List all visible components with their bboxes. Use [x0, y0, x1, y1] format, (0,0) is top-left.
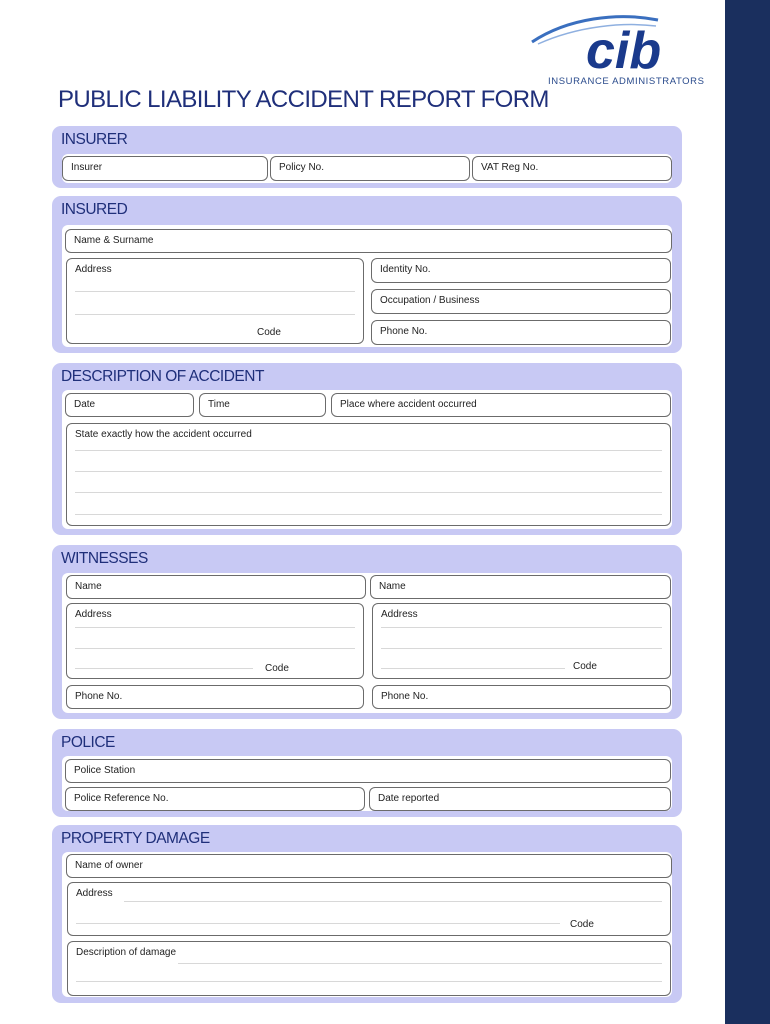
- insurer-field[interactable]: [62, 156, 268, 181]
- address-line: [124, 901, 662, 902]
- logo-wordmark: cib: [586, 22, 662, 78]
- insurer-section: [52, 126, 682, 188]
- name-surname-label: Name & Surname: [74, 235, 154, 246]
- address-line: [75, 314, 355, 315]
- insured-phone-label: Phone No.: [380, 326, 428, 337]
- witness2-address-field[interactable]: [372, 603, 671, 679]
- witnesses-section: [52, 545, 682, 719]
- identity-number-field[interactable]: [371, 258, 671, 283]
- police-panel: [62, 756, 672, 811]
- insurer-label: Insurer: [71, 162, 103, 173]
- accident-panel: [62, 390, 672, 529]
- police-reference-label: Police Reference No.: [74, 793, 169, 804]
- witness2-address-label: Address: [381, 609, 418, 620]
- address-line: [381, 627, 662, 628]
- side-bar: [725, 0, 770, 1024]
- owner-name-label: Name of owner: [75, 860, 143, 871]
- writing-line: [75, 471, 662, 472]
- name-surname-field[interactable]: [65, 229, 672, 253]
- identity-number-label: Identity No.: [380, 264, 431, 275]
- accident-time-field[interactable]: [199, 393, 326, 417]
- writing-line: [76, 981, 662, 982]
- accident-how-label: State exactly how the accident occurred: [75, 429, 252, 440]
- writing-line: [75, 514, 662, 515]
- insured-code-label: Code: [257, 327, 281, 338]
- witness1-address-field[interactable]: [66, 603, 364, 679]
- address-line: [75, 291, 355, 292]
- witnesses-panel: [62, 573, 672, 713]
- witness2-phone-label: Phone No.: [381, 691, 429, 702]
- owner-name-field[interactable]: [66, 854, 672, 878]
- insured-address-label: Address: [75, 264, 112, 275]
- police-reference-field[interactable]: [65, 787, 365, 811]
- property-section: [52, 825, 682, 1003]
- property-heading: PROPERTY DAMAGE: [61, 830, 210, 847]
- writing-line: [178, 963, 662, 964]
- witness2-name-label: Name: [379, 581, 406, 592]
- damage-description-label: Description of damage: [76, 947, 177, 958]
- accident-date-label: Date: [74, 399, 96, 410]
- accident-section: [52, 363, 682, 535]
- address-line: [381, 648, 662, 649]
- accident-date-field[interactable]: [65, 393, 194, 417]
- witness1-phone-field[interactable]: [66, 685, 364, 709]
- accident-heading: DESCRIPTION OF ACCIDENT: [61, 368, 264, 385]
- writing-line: [75, 450, 662, 451]
- date-reported-label: Date reported: [378, 793, 440, 804]
- vat-reg-field[interactable]: [472, 156, 672, 181]
- owner-address-label: Address: [76, 888, 113, 899]
- insured-panel: [62, 225, 672, 347]
- occupation-field[interactable]: [371, 289, 671, 314]
- insurer-heading: INSURER: [61, 131, 128, 148]
- police-heading: POLICE: [61, 734, 115, 751]
- accident-place-label: Place where accident occurred: [340, 399, 477, 410]
- damage-description-field[interactable]: [67, 941, 671, 996]
- vat-reg-label: VAT Reg No.: [481, 162, 539, 173]
- witness1-code-label: Code: [265, 663, 289, 674]
- insured-heading: INSURED: [61, 201, 128, 218]
- insured-phone-field[interactable]: [371, 320, 671, 345]
- police-station-field[interactable]: [65, 759, 671, 783]
- witness1-name-field[interactable]: [66, 575, 366, 599]
- witnesses-heading: WITNESSES: [61, 550, 148, 567]
- property-code-label: Code: [570, 919, 594, 930]
- policy-number-field[interactable]: [270, 156, 470, 181]
- address-line: [76, 923, 560, 924]
- accident-how-field[interactable]: [66, 423, 671, 526]
- property-panel: [62, 852, 672, 997]
- witness1-address-label: Address: [75, 609, 112, 620]
- witness1-phone-label: Phone No.: [75, 691, 123, 702]
- accident-time-label: Time: [208, 399, 230, 410]
- insured-section: [52, 196, 682, 353]
- occupation-label: Occupation / Business: [380, 295, 480, 306]
- address-line: [75, 648, 355, 649]
- police-station-label: Police Station: [74, 765, 136, 776]
- cib-logo-mark: [528, 12, 718, 78]
- accident-place-field[interactable]: [331, 393, 671, 417]
- address-line: [381, 668, 565, 669]
- policy-number-label: Policy No.: [279, 162, 325, 173]
- witness2-name-field[interactable]: [370, 575, 671, 599]
- owner-address-field[interactable]: [67, 882, 671, 936]
- address-line: [75, 668, 253, 669]
- date-reported-field[interactable]: [369, 787, 671, 811]
- insurer-panel: [62, 154, 672, 183]
- address-line: [75, 627, 355, 628]
- cib-logo: [528, 12, 718, 92]
- witness1-name-label: Name: [75, 581, 102, 592]
- police-section: [52, 729, 682, 817]
- witness2-phone-field[interactable]: [372, 685, 671, 709]
- writing-line: [75, 492, 662, 493]
- witness2-code-label: Code: [573, 661, 597, 672]
- logo-subtitle: INSURANCE ADMINISTRATORS: [548, 76, 705, 87]
- page-title: PUBLIC LIABILITY ACCIDENT REPORT FORM: [58, 86, 549, 113]
- insured-address-field[interactable]: [66, 258, 364, 344]
